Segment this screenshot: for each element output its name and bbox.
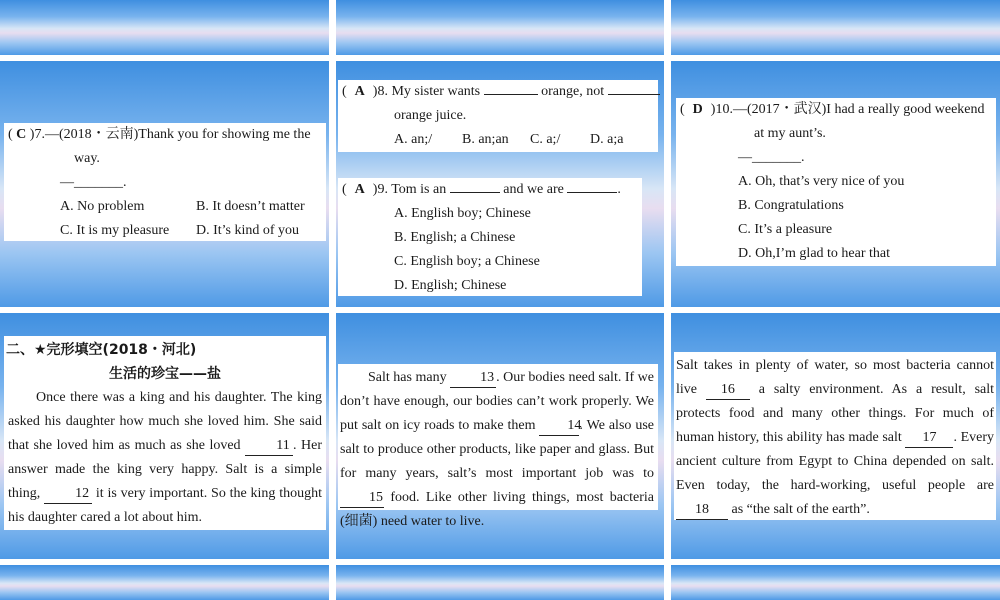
cloze-card-3	[674, 352, 996, 520]
question-7-stem: ( C )7.—(2018・云南)Thank you for showing me the	[8, 127, 311, 142]
cloze-card-1	[4, 336, 326, 530]
option-a: A. No problem	[60, 199, 145, 214]
question-7-card	[4, 123, 326, 241]
paragraph-1: Once there was a king and his daughter. The king asked his daughter how much she loved him. She said that she loved him as much as she loved 11 . Her answer made the king very happy. Salt is a simple thing, 12 it is very important. So the king thought his daughter cared a lot about him.	[8, 390, 323, 525]
blank-13: 13	[450, 369, 496, 388]
question-9-card	[338, 178, 642, 296]
option-d: D. English; Chinese	[394, 278, 507, 293]
bg-tile	[336, 0, 664, 55]
blank-14: 14	[539, 417, 579, 436]
question-10-stem: ( D )10.—(2017・武汉)I had a really good weekend	[680, 102, 985, 117]
answer-letter: A	[354, 182, 365, 197]
question-7-line2: way.	[74, 151, 100, 166]
bg-tile	[336, 565, 664, 600]
option-c: C. English boy; a Chinese	[394, 254, 540, 269]
option-a: A. Oh, that’s very nice of you	[738, 174, 905, 189]
bg-tile	[671, 0, 1000, 55]
section-heading: 二、★完形填空(2018・河北)	[6, 342, 197, 358]
blank-12: 12	[44, 485, 92, 504]
option-a: A. English boy; Chinese	[394, 206, 531, 221]
answer-letter: C	[16, 127, 27, 142]
answer-letter: D	[692, 102, 703, 117]
option-b: B. Congratulations	[738, 198, 844, 213]
option-b: B. English; a Chinese	[394, 230, 516, 245]
bg-tile	[0, 0, 329, 55]
question-10-response: —_______.	[738, 150, 805, 165]
option-c: C. a;/	[530, 132, 561, 147]
blank-17: 17	[905, 429, 953, 448]
question-8-stem: ( A )8. My sister wants orange, not	[342, 80, 660, 104]
paragraph-2: Salt has many 13 . Our bodies need salt. If we don’t have enough, our bodies can’t work properly. We put salt on icy roads to make them 14. We also use salt to produce other products, like paper and glass. But for many years, salt’s most important job was to 15 food. Like other living things, most bacteria (细菌) need water to live.	[340, 370, 655, 529]
option-b: B. It doesn’t matter	[196, 199, 305, 214]
passage-title: 生活的珍宝——盐	[109, 366, 221, 382]
paragraph-3: Salt takes in plenty of water, so most bacteria cannot live 16 a salty environment. As a result, salt protects food and many other things. For much of human history, this ability has made salt 17 . Every ancient culture from Egypt to China depended on salt. Even today, the hard-working, useful people are 18 as “the salt of the earth”.	[676, 354, 994, 522]
option-c: C. It is my pleasure	[60, 223, 170, 238]
bg-tile	[671, 565, 1000, 600]
blank-15: 15	[340, 489, 384, 508]
cloze-card-2	[338, 364, 658, 529]
option-b: B. an;an	[462, 132, 509, 147]
option-d: D. Oh,I’m glad to hear that	[738, 246, 891, 261]
blank-16: 16	[706, 381, 750, 400]
option-d: D. a;a	[590, 132, 624, 147]
question-10-card	[676, 98, 996, 266]
question-10-line2: at my aunt’s.	[754, 126, 826, 141]
blank-11: 11	[245, 437, 293, 456]
option-a: A. an;/	[394, 132, 433, 147]
bg-tile	[0, 565, 329, 600]
option-c: C. It’s a pleasure	[738, 222, 833, 237]
question-8-line2: orange juice.	[394, 108, 467, 123]
blank-18: 18	[676, 501, 728, 520]
option-d: D. It’s kind of you	[196, 223, 300, 238]
question-7-response: —_______.	[60, 175, 127, 190]
question-9-stem: ( A )9. Tom is an and we are .	[342, 182, 621, 197]
answer-letter: A	[354, 84, 365, 99]
question-8-card	[338, 80, 658, 152]
